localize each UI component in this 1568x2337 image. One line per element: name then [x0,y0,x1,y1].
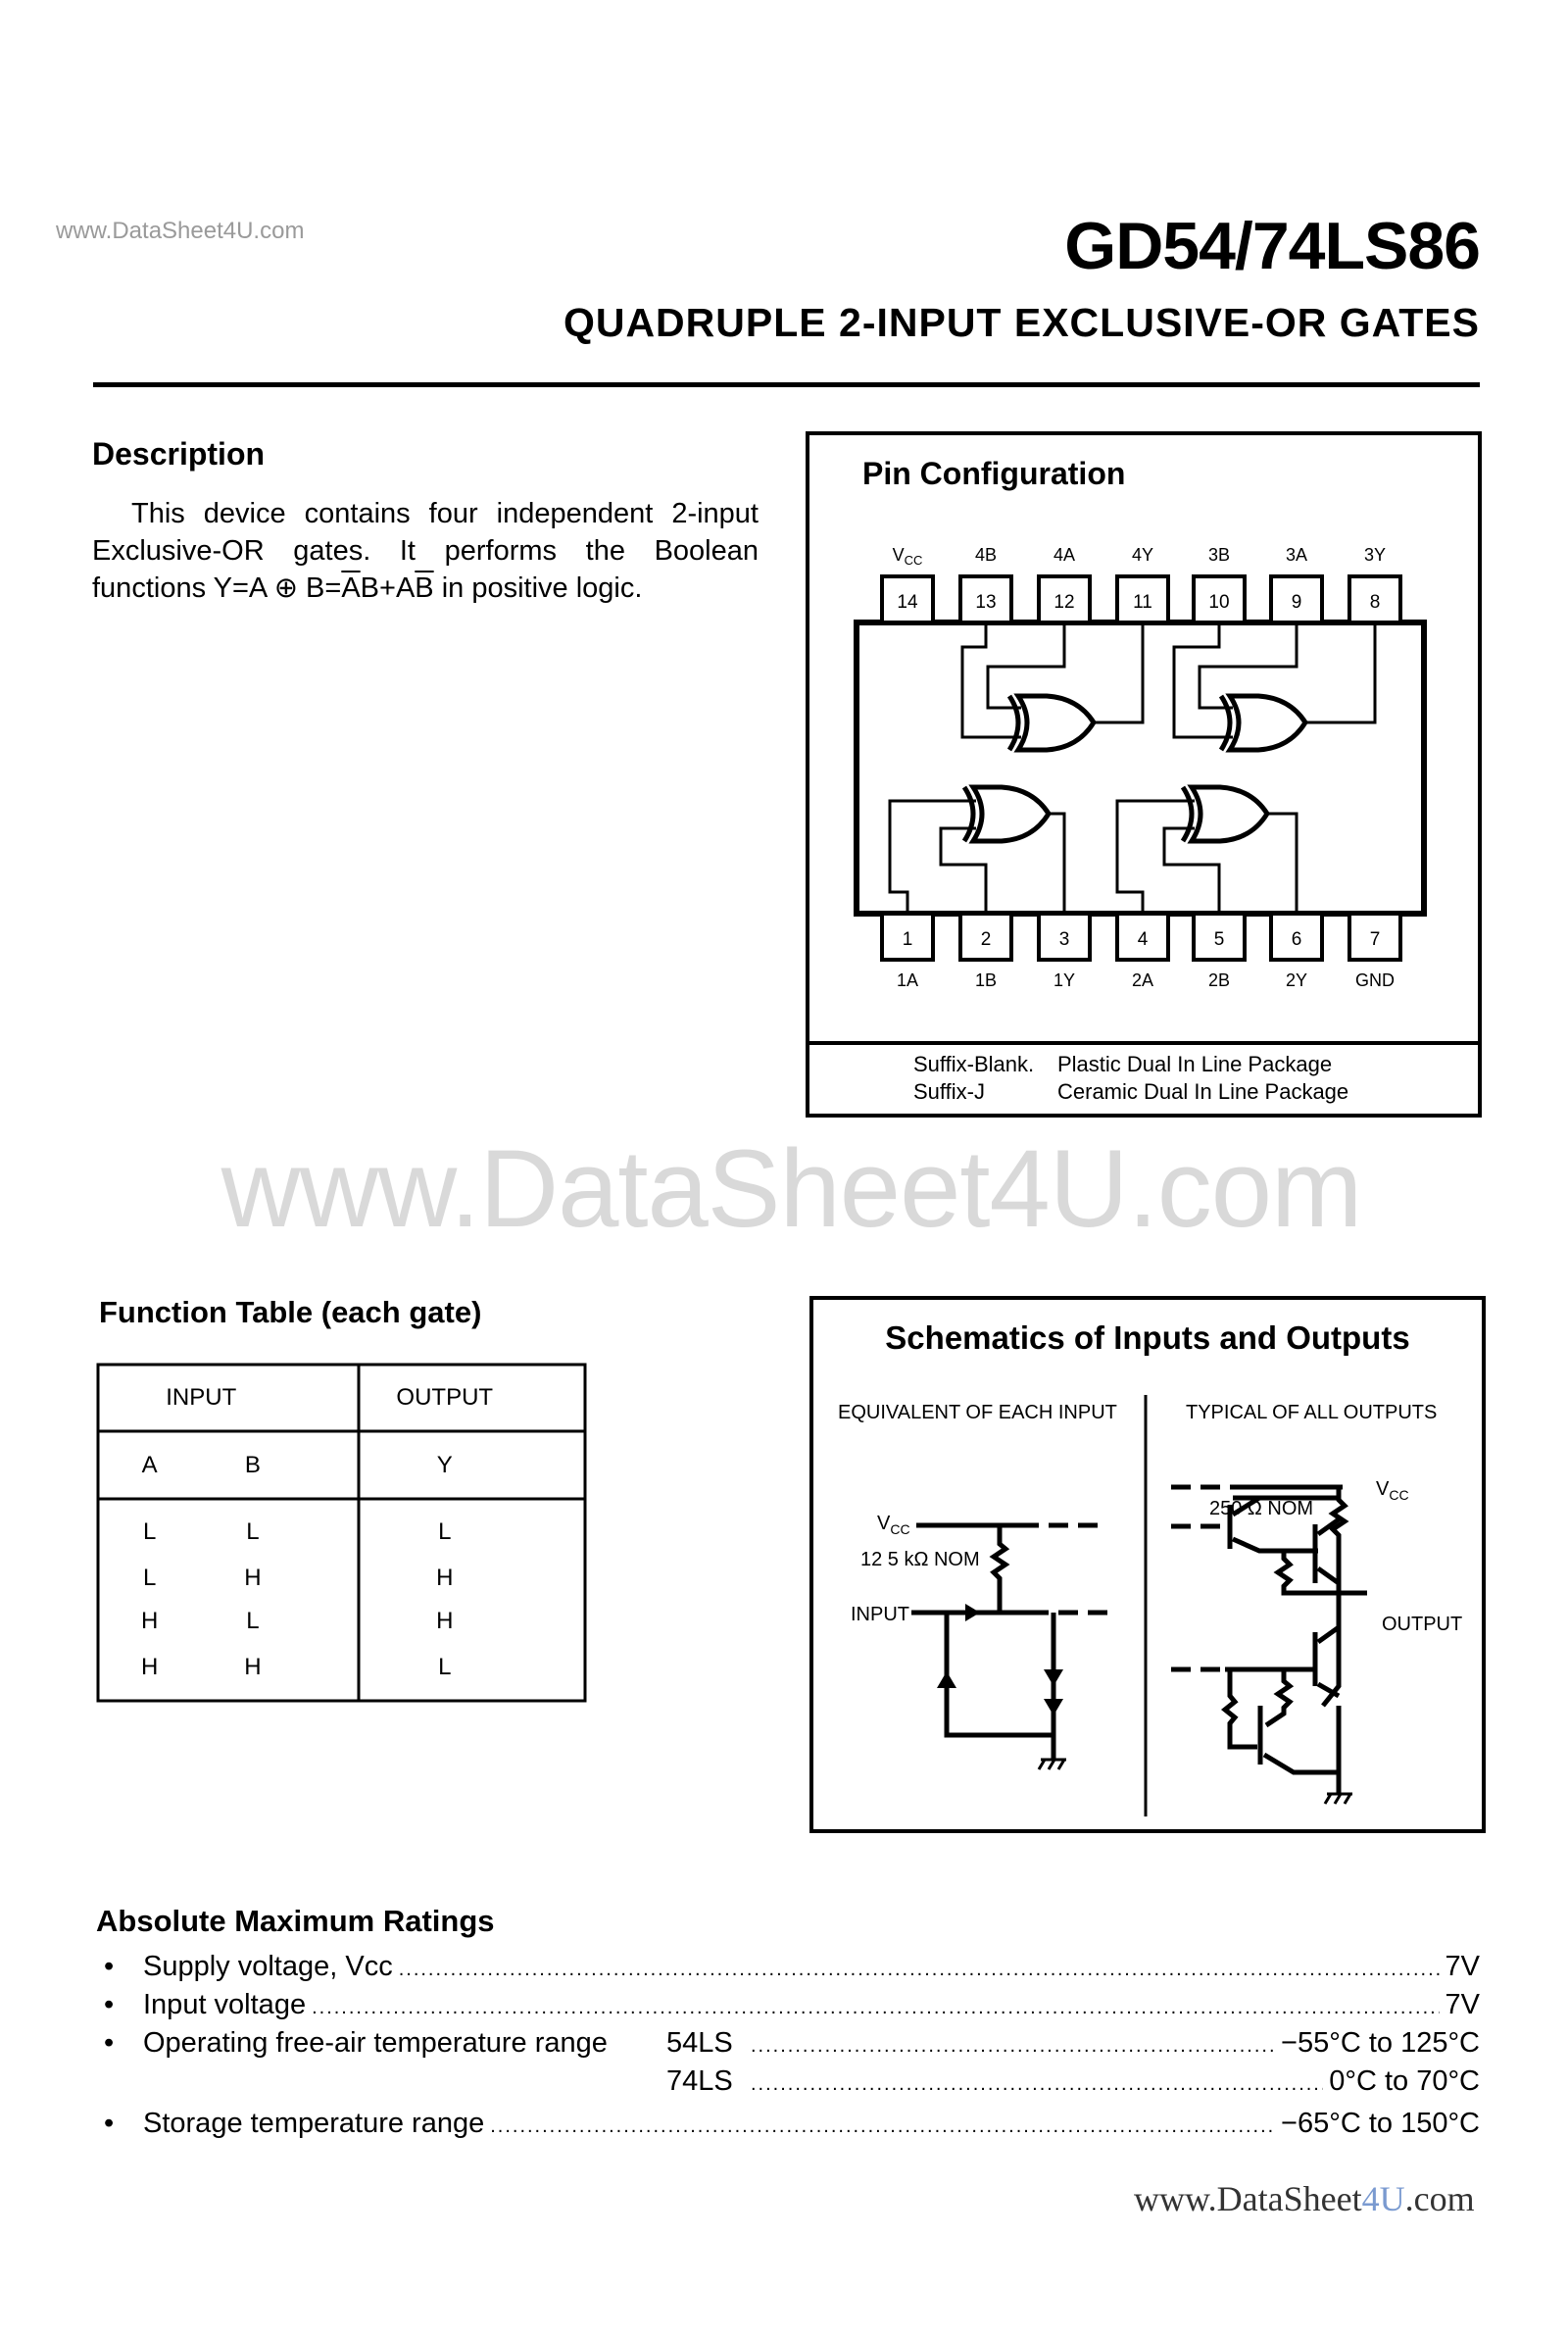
dot-leader [751,2065,1323,2098]
pin-7 [1349,914,1400,990]
watermark-url: www.DataSheet4U.com [56,218,305,244]
top-pins [882,545,1400,622]
pin-number: 13 [975,592,997,613]
input-schematic-title: EQUIVALENT OF EACH INPUT [838,1402,1117,1423]
rating-value: −55°C to 125°C [1281,2027,1480,2059]
pin-label-text: 4A [1053,545,1076,565]
pin-label-sub: CC [904,553,923,568]
pin-number: 7 [1369,929,1381,950]
pin-label-text: 4B [974,545,998,565]
pin-number: 12 [1054,592,1075,613]
pin-label: 2B [1207,970,1231,990]
output-header: OUTPUT [396,1384,494,1411]
pin-11 [1117,545,1168,622]
dot-leader [312,1989,1439,2021]
formula-b-bar: $\overline{B}$ [415,572,434,604]
vcc-v: V [877,1513,891,1534]
pin-label: GND [1355,970,1395,990]
suffix-j-code: Suffix-J [913,1079,985,1104]
pin-label-text: 3Y [1363,545,1387,565]
cell: H [140,1654,159,1681]
bullet: • [104,1989,115,2020]
cell: H [244,1654,262,1681]
cell: H [244,1564,262,1591]
pin-label: 1B [974,970,998,990]
formula-mid: B+A [360,572,416,604]
bottom-pins [882,914,1400,990]
cell: L [142,1564,157,1591]
pin-1 [882,914,933,990]
pin-12 [1039,545,1090,622]
cell: H [436,1608,454,1635]
pin-label: 2Y [1285,970,1308,990]
pin-number: 4 [1137,929,1149,950]
input-vcc-label [877,1513,910,1537]
cell: L [438,1654,452,1681]
pin-13 [960,545,1011,622]
cell: L [246,1608,260,1635]
xor-gate-1-icon [964,787,1049,841]
formula-a-bar: $\overline{A}$ [341,572,361,604]
col-b: B [244,1451,261,1478]
pin-10 [1194,545,1245,622]
pin-label [893,545,923,568]
cell: H [140,1608,159,1635]
xor-gate-3-icon [1221,696,1305,750]
col-y: Y [436,1451,453,1478]
cell: L [246,1517,260,1545]
desc-end: in positive logic. [433,572,643,604]
pin-5 [1194,914,1245,990]
pin-label-text: 3B [1207,545,1231,565]
input-header: INPUT [166,1384,237,1411]
output-schematic-title: TYPICAL OF ALL OUTPUTS [1186,1402,1438,1423]
rating-row [96,2065,1480,2104]
pin-number: 11 [1133,592,1152,613]
wm-a: www.DataSheet [1134,2179,1362,2218]
pin-label [1208,545,1230,565]
rating-label: Supply voltage, Vcc [143,1951,393,1982]
schematics-heading: Schematics of Inputs and Outputs [885,1319,1410,1356]
pin-3 [1039,914,1090,990]
suffix-blank-code: Suffix-Blank. [913,1052,1035,1076]
rating-row [96,2108,1480,2146]
pin-number: 3 [1058,929,1070,950]
rating-label: Input voltage [143,1989,307,2020]
pin-number: 5 [1213,929,1225,950]
suffix-j-desc: Ceramic Dual In Line Package [1057,1079,1349,1104]
dot-leader [490,2108,1275,2140]
pin-label: 1Y [1053,970,1076,990]
function-table-heading: Function Table (each gate) [99,1295,482,1329]
rating-variant: 54LS [666,2027,733,2059]
watermark-bottom [1134,2178,1475,2219]
vcc-sub: CC [1389,1487,1409,1503]
pin-4 [1117,914,1168,990]
vcc-v: V [1376,1478,1390,1500]
pin-label-text: V [892,545,905,565]
dot-leader [399,1951,1440,1983]
ic-package [857,545,1424,990]
output-vcc-label [1376,1478,1409,1503]
pin-label [975,545,997,565]
vcc-sub: CC [890,1521,910,1537]
input-label: INPUT [851,1604,909,1625]
rating-row [96,1951,1480,1989]
pin-label [1364,545,1386,565]
pin-number: 14 [897,592,918,613]
rating-variant: 74LS [666,2065,733,2097]
pin-number: 1 [902,929,913,950]
xor-gate-4-icon [1009,696,1094,750]
cell: L [142,1517,157,1545]
function-table [98,1365,585,1701]
output-resistor-label: 250 Ω NOM [1209,1498,1314,1519]
pin-number: 2 [980,929,992,950]
rating-row [96,2027,1480,2065]
pin-label: 1A [896,970,919,990]
description-heading: Description [92,436,266,472]
rating-value: 7V [1445,1989,1480,2020]
bullet: • [104,1951,115,1982]
pin-label-text: 4Y [1131,545,1154,565]
cell: L [438,1517,452,1545]
input-resistor-label: 12 5 kΩ NOM [860,1549,980,1570]
pin-label [1286,545,1307,565]
ratings-list [96,1951,1480,2146]
wm-c: .com [1404,2179,1475,2218]
pin-6 [1271,914,1322,990]
bullet: • [104,2108,115,2139]
pin-number: 8 [1369,592,1381,613]
pin-label [1054,545,1075,565]
pin-config-heading: Pin Configuration [862,456,1126,491]
col-a: A [141,1451,158,1478]
internal-wiring [890,622,1375,914]
pin-label [1132,545,1153,565]
rating-value: −65°C to 150°C [1281,2108,1480,2139]
rating-value: 0°C to 70°C [1329,2065,1480,2097]
pin-number: 6 [1291,929,1302,950]
pin-number: 9 [1291,592,1302,613]
formula: Y=A ⊕ B= [213,572,342,604]
desc-body: This device contains four independent 2-input Exclusive-OR gates. It performs the Boolean functions [92,498,759,604]
pin-9 [1271,545,1322,622]
rating-label: Storage temperature range [143,2108,485,2139]
rating-label: Operating free-air temperature range [143,2027,608,2059]
suffix-blank-desc: Plastic Dual In Line Package [1057,1052,1333,1076]
pin-14 [882,545,933,622]
output-label: OUTPUT [1382,1614,1463,1635]
subtitle: QUADRUPLE 2-INPUT EXCLUSIVE-OR GATES [563,300,1480,345]
rating-row [96,1989,1480,2027]
rating-value: 7V [1445,1951,1480,1982]
pin-number: 10 [1208,592,1230,613]
pin-2 [960,914,1011,990]
cell: H [436,1564,454,1591]
pin-label: 2A [1131,970,1154,990]
pin-8 [1349,545,1400,622]
dot-leader [751,2027,1275,2060]
pin-label-text: 3A [1285,545,1308,565]
watermark-center: www.DataSheet4U.com [220,1127,1362,1250]
wm-b: 4U [1361,2179,1405,2218]
part-number-title: GD54/74LS86 [1064,209,1480,283]
ratings-heading: Absolute Maximum Ratings [96,1904,495,1938]
bullet: • [104,2027,115,2059]
xor-gate-2-icon [1183,787,1267,841]
